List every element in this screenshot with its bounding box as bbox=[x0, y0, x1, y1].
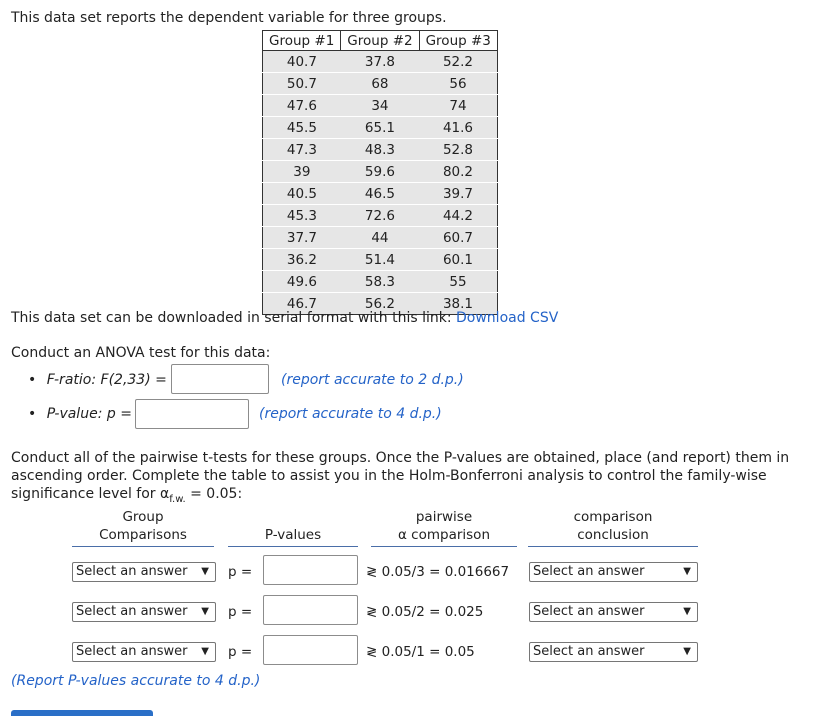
col-header-conclusion-line1: comparison bbox=[573, 509, 653, 525]
table-cell: 40.5 bbox=[263, 183, 341, 205]
col-header-alpha-line1: pairwise bbox=[415, 509, 473, 525]
chevron-down-icon: ▼ bbox=[683, 606, 691, 617]
table-cell: 65.1 bbox=[341, 117, 419, 139]
table-cell: 56.2 bbox=[341, 293, 419, 315]
bullet-icon: • bbox=[28, 372, 37, 388]
table-row bbox=[263, 249, 498, 271]
table-header-group2: Group #2 bbox=[341, 31, 419, 51]
p-equals-label: p = bbox=[228, 564, 253, 580]
chevron-down-icon: ▼ bbox=[201, 566, 209, 577]
table-cell: 80.2 bbox=[419, 161, 497, 183]
table-cell: 46.5 bbox=[341, 183, 419, 205]
f-ratio-input[interactable] bbox=[171, 364, 269, 394]
table-cell: 34 bbox=[341, 95, 419, 117]
table-cell: 37.8 bbox=[341, 51, 419, 73]
f-ratio-expr: F(2,33) = bbox=[100, 372, 167, 388]
table-row bbox=[263, 139, 498, 161]
header-rule bbox=[528, 546, 698, 547]
col-header-group-line1: Group bbox=[122, 509, 164, 525]
data-table bbox=[262, 30, 498, 315]
conclusion-select-3[interactable] bbox=[529, 642, 698, 662]
f-ratio-row bbox=[28, 372, 167, 388]
table-cell: 58.3 bbox=[341, 271, 419, 293]
pairwise-p-input-1[interactable] bbox=[263, 555, 358, 585]
table-cell: 72.6 bbox=[341, 205, 419, 227]
table-row bbox=[263, 227, 498, 249]
select-value: Select an answer bbox=[533, 564, 645, 579]
table-cell: 56 bbox=[419, 73, 497, 95]
chevron-down-icon: ▼ bbox=[201, 606, 209, 617]
table-cell: 51.4 bbox=[341, 249, 419, 271]
p-value-hint: (report accurate to 4 d.p.) bbox=[259, 406, 442, 422]
chevron-down-icon: ▼ bbox=[201, 646, 209, 657]
alpha-tail: = 0.05: bbox=[185, 486, 243, 502]
table-cell: 44 bbox=[341, 227, 419, 249]
col-header-conclusion-line2: conclusion bbox=[577, 527, 649, 543]
table-cell: 50.7 bbox=[263, 73, 341, 95]
table-cell: 52.8 bbox=[419, 139, 497, 161]
submit-button-edge[interactable] bbox=[11, 710, 153, 716]
table-header-group3: Group #3 bbox=[419, 31, 497, 51]
select-value: Select an answer bbox=[76, 604, 188, 619]
table-cell: 48.3 bbox=[341, 139, 419, 161]
p-value-input[interactable] bbox=[135, 399, 249, 429]
table-row bbox=[263, 183, 498, 205]
table-cell: 39 bbox=[263, 161, 341, 183]
select-value: Select an answer bbox=[533, 604, 645, 619]
table-cell: 47.3 bbox=[263, 139, 341, 161]
pairwise-p-input-2[interactable] bbox=[263, 595, 358, 625]
table-row bbox=[263, 205, 498, 227]
p-value-label: P-value: bbox=[46, 406, 103, 422]
table-cell: 47.6 bbox=[263, 95, 341, 117]
table-cell: 60.1 bbox=[419, 249, 497, 271]
conclusion-select-2[interactable] bbox=[529, 602, 698, 622]
table-cell: 60.7 bbox=[419, 227, 497, 249]
p-equals-label: p = bbox=[228, 604, 253, 620]
chevron-down-icon: ▼ bbox=[683, 566, 691, 577]
download-csv-link[interactable]: Download CSV bbox=[456, 310, 559, 326]
f-ratio-hint: (report accurate to 2 d.p.) bbox=[281, 372, 464, 388]
conclusion-select-1[interactable] bbox=[529, 562, 698, 582]
header-rule bbox=[371, 546, 517, 547]
table-row bbox=[263, 161, 498, 183]
col-header-alpha bbox=[371, 508, 517, 544]
alpha-comparison-3: ≷ 0.05/1 = 0.05 bbox=[366, 644, 475, 660]
col-header-conclusion bbox=[528, 508, 698, 544]
chevron-down-icon: ▼ bbox=[683, 646, 691, 657]
bullet-icon: • bbox=[28, 406, 37, 422]
alpha-subscript: f.w. bbox=[169, 493, 186, 505]
table-cell: 38.1 bbox=[419, 293, 497, 315]
group-comparison-select-1[interactable] bbox=[72, 562, 216, 582]
anova-heading: Conduct an ANOVA test for this data: bbox=[11, 345, 271, 361]
download-line bbox=[11, 310, 558, 326]
table-cell: 44.2 bbox=[419, 205, 497, 227]
table-row bbox=[263, 95, 498, 117]
table-cell: 37.7 bbox=[263, 227, 341, 249]
table-row bbox=[263, 51, 498, 73]
table-cell: 49.6 bbox=[263, 271, 341, 293]
table-cell: 55 bbox=[419, 271, 497, 293]
header-rule bbox=[72, 546, 214, 547]
select-value: Select an answer bbox=[533, 644, 645, 659]
table-cell: 52.2 bbox=[419, 51, 497, 73]
table-cell: 41.6 bbox=[419, 117, 497, 139]
table-row bbox=[263, 117, 498, 139]
pairwise-p-input-3[interactable] bbox=[263, 635, 358, 665]
pvalue-footnote: (Report P-values accurate to 4 d.p.) bbox=[11, 673, 261, 689]
download-text: This data set can be downloaded in serial format with this link: bbox=[11, 310, 452, 326]
select-value: Select an answer bbox=[76, 644, 188, 659]
table-header-group1: Group #1 bbox=[263, 31, 341, 51]
table-cell: 68 bbox=[341, 73, 419, 95]
p-value-row bbox=[28, 406, 132, 422]
select-value: Select an answer bbox=[76, 564, 188, 579]
col-header-pvalues: P-values bbox=[264, 527, 322, 543]
table-header-row bbox=[263, 31, 498, 51]
table-cell: 46.7 bbox=[263, 293, 341, 315]
table-row bbox=[263, 73, 498, 95]
alpha-comparison-2: ≷ 0.05/2 = 0.025 bbox=[366, 604, 484, 620]
table-cell: 39.7 bbox=[419, 183, 497, 205]
table-cell: 36.2 bbox=[263, 249, 341, 271]
table-cell: 59.6 bbox=[341, 161, 419, 183]
pairwise-instructions bbox=[11, 449, 791, 509]
col-header-group-line2: Comparisons bbox=[99, 527, 187, 543]
p-value-expr: p = bbox=[106, 406, 132, 422]
table-cell: 74 bbox=[419, 95, 497, 117]
table-cell: 40.7 bbox=[263, 51, 341, 73]
intro-text: This data set reports the dependent variable for three groups. bbox=[11, 10, 447, 26]
pairwise-paragraph: Conduct all of the pairwise t-tests for these groups. Once the P-values are obtained, place (and report) them in ascending order. Complete the table to assist you in the Holm-Bonferroni analysis to control the family-wise significance level for α bbox=[11, 450, 790, 502]
col-header-group bbox=[72, 508, 214, 544]
table-row bbox=[263, 271, 498, 293]
table-body bbox=[263, 51, 498, 315]
group-comparison-select-3[interactable] bbox=[72, 642, 216, 662]
alpha-comparison-1: ≷ 0.05/3 = 0.016667 bbox=[366, 564, 510, 580]
p-equals-label: p = bbox=[228, 644, 253, 660]
table-cell: 45.5 bbox=[263, 117, 341, 139]
header-rule bbox=[228, 546, 358, 547]
table-cell: 45.3 bbox=[263, 205, 341, 227]
group-comparison-select-2[interactable] bbox=[72, 602, 216, 622]
col-header-alpha-line2: α comparison bbox=[397, 527, 490, 543]
f-ratio-label: F-ratio: bbox=[46, 372, 97, 388]
